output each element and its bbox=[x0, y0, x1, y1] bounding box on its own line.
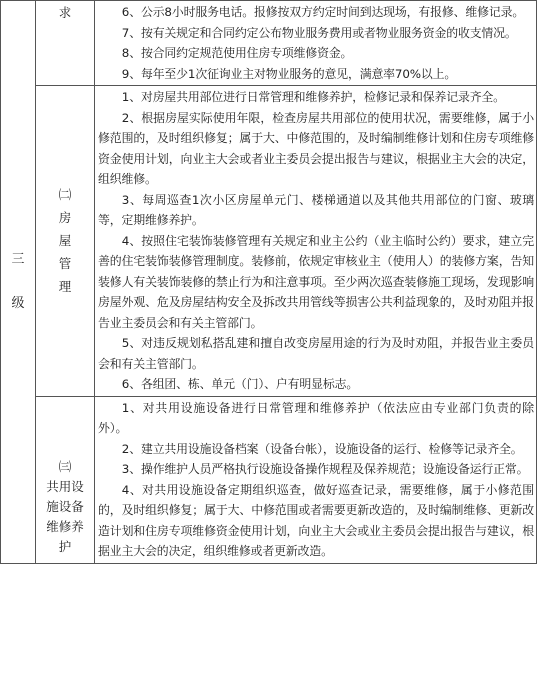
list-item: 4、对共用设施设备定期组织巡查，做好巡查记录，需要维修，属于小修范围的，及时组织修复；属于大、中修范围或者需要更新改造的，及时编制维修、更新改造计划和住房专项维修资金使用计划，向业主大会或业主委员会提出报告与建议，根据业主大会的决定，组织维修或者更新改造。 bbox=[98, 482, 534, 558]
level-char: 级 bbox=[11, 295, 25, 311]
table-row bbox=[1, 86, 537, 397]
list-item: 2、根据房屋实际使用年限，检查房屋共用部位的使用状况，需要维修，属于小修范围的，及时组织修复；属于大、中修范围的，及时编制维修计划和住房专项维修资金使用计划，向业主大会或者业主委员会提出报告与建议，根据业主大会的决定，组织维修。 bbox=[98, 110, 534, 186]
list-item: 8、按合同约定规范使用住房专项维修资金。 bbox=[121, 46, 353, 60]
list-item: 6、各组团、栋、单元（门）、户有明显标志。 bbox=[121, 377, 359, 391]
list-item: 3、操作维护人员严格执行设施设备操作规程及保养规范；设施设备运行正常。 bbox=[121, 462, 529, 476]
table-row bbox=[1, 1, 537, 86]
list-item: 6、公示8小时服务电话。报修按双方约定时间到达现场，有报修、维修记录。 bbox=[121, 5, 525, 19]
content-cell bbox=[95, 396, 537, 563]
category-cell: 求 bbox=[36, 1, 95, 86]
list-item: 9、每年至少1次征询业主对物业服务的意见，满意率70%以上。 bbox=[121, 66, 457, 81]
list-item: 7、按有关规定和合同约定公布物业服务费用或者物业服务资金的收支情况。 bbox=[121, 25, 517, 40]
list-item: 1、对共用设施设备进行日常管理和维修养护（依法应由专业部门负责的除外）。 bbox=[98, 400, 534, 435]
list-item: 4、按照住宅装饰装修管理有关规定和业主公约（业主临时公约）要求，建立完善的住宅装饰装修管理制度。装修前，依规定审核业主（使用人）的装修方案，告知装修人有关装饰装修的禁止行为和注意事项。至少两次巡查装修施工现场，发现影响房屋外观、危及房屋结构安全及拆改共用管线等损害公共利益现象的，及时劝阻并报告业主委员会和有关主管部门。 bbox=[98, 233, 534, 330]
category-cell: ㈡ 房 屋 管 理 bbox=[36, 86, 95, 397]
content-cell bbox=[95, 1, 537, 86]
level-cell bbox=[1, 1, 36, 564]
content-cell bbox=[95, 86, 537, 397]
list-item: 3、每周巡查1次小区房屋单元门、楼梯通道以及其他共用部位的门窗、玻璃等，定期维修养护。 bbox=[98, 192, 534, 227]
table-row bbox=[1, 396, 537, 563]
list-item: 2、建立共用设施设备档案（设备台帐），设施设备的运行、检修等记录齐全。 bbox=[121, 441, 523, 456]
category-cell: ㈢ 共用设 施设备 维修养 护 bbox=[36, 396, 95, 563]
list-item: 5、对违反规划私搭乱建和擅自改变房屋用途的行为及时劝阻，并报告业主委员会和有关主管部门。 bbox=[98, 336, 534, 371]
list-item: 1、对房屋共用部位进行日常管理和维修养护，检修记录和保养记录齐全。 bbox=[121, 90, 505, 104]
level-char: 三 bbox=[11, 251, 25, 267]
